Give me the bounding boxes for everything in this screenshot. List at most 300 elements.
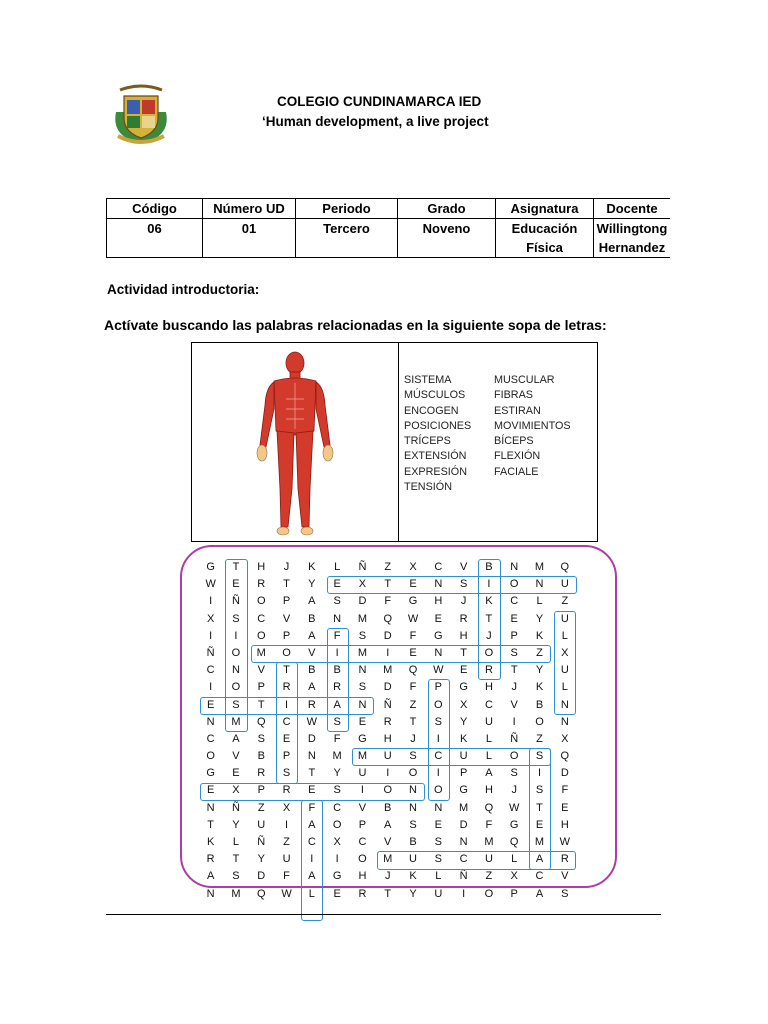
grid-letter: J xyxy=(511,681,517,694)
grid-letter: S xyxy=(232,698,240,711)
word-highlight xyxy=(276,662,298,783)
grid-letter: T xyxy=(485,612,493,625)
word-search-frame xyxy=(180,545,617,900)
grid-letter: A xyxy=(485,767,493,780)
grid-letter: N xyxy=(434,578,443,591)
grid-letter: Z xyxy=(485,870,493,883)
grid-letter: L xyxy=(485,732,492,745)
grid-letter: G xyxy=(206,561,215,573)
word-list-item: MÚSCULOS xyxy=(404,389,466,402)
grid-letter: D xyxy=(383,629,392,642)
grid-letter: M xyxy=(534,836,545,848)
grid-letter: Y xyxy=(308,578,316,591)
grid-letter: C xyxy=(206,732,215,745)
word-list-row xyxy=(404,404,571,419)
grid-letter: N xyxy=(358,698,367,711)
grid-letter: W xyxy=(559,836,570,848)
grid-letter: I xyxy=(436,767,440,780)
grid-letter: E xyxy=(232,578,240,591)
grid-letter: E xyxy=(561,801,569,814)
grid-letter: W xyxy=(509,801,520,814)
grid-letter: R xyxy=(307,698,316,711)
grid-letter: O xyxy=(282,646,291,659)
grid-letter: M xyxy=(231,887,241,900)
grid-letter: I xyxy=(310,853,314,866)
activity-title: Actividad introductoria: xyxy=(107,282,260,297)
grid-letter: I xyxy=(209,629,213,642)
header-numero-ud: Número UD xyxy=(203,199,296,219)
grid-row xyxy=(198,886,577,903)
grid-letter: I xyxy=(335,646,339,659)
grid-row xyxy=(198,593,577,610)
grid-letter: L xyxy=(232,836,239,848)
grid-row xyxy=(198,800,577,817)
grid-letter: J xyxy=(511,784,517,797)
grid-letter: Ñ xyxy=(459,870,468,883)
grid-letter: N xyxy=(560,715,569,728)
grid-row xyxy=(198,817,577,834)
grid-letter: A xyxy=(535,853,544,866)
grid-letter: Y xyxy=(459,715,468,728)
grid-letter: T xyxy=(384,578,392,591)
grid-letter: S xyxy=(232,612,240,625)
grid-letter: O xyxy=(509,578,519,591)
grid-letter: Q xyxy=(256,887,266,900)
word-list-row xyxy=(404,480,571,495)
grid-letter: Z xyxy=(561,595,569,608)
grid-letter: T xyxy=(232,561,240,573)
grid-letter: M xyxy=(459,801,469,814)
word-list-item: FACIALE xyxy=(494,465,539,478)
grid-letter: E xyxy=(358,715,367,728)
grid-letter: A xyxy=(535,887,544,900)
word-highlight xyxy=(352,748,551,766)
grid-row xyxy=(198,714,577,731)
project-title: ‘Human development, a live project xyxy=(262,114,489,129)
grid-letter: F xyxy=(561,784,569,797)
word-highlight xyxy=(327,628,349,732)
grid-letter: A xyxy=(308,681,316,694)
grid-letter: N xyxy=(434,801,443,814)
grid-letter: C xyxy=(333,801,342,814)
grid-letter: S xyxy=(358,629,367,642)
word-list-row xyxy=(404,434,571,449)
grid-letter: Q xyxy=(560,561,570,573)
grid-letter: R xyxy=(282,784,291,797)
word-list-item: MUSCULAR xyxy=(494,374,555,386)
grid-letter: D xyxy=(459,818,468,831)
grid-letter: Z xyxy=(536,732,543,745)
grid-letter: M xyxy=(383,664,393,677)
grid-letter: N xyxy=(409,801,417,814)
grid-letter: C xyxy=(434,750,443,763)
grid-letter: J xyxy=(460,595,467,608)
grid-letter: L xyxy=(561,629,568,642)
grid-letter: Ñ xyxy=(231,801,240,814)
grid-letter: O xyxy=(256,595,266,608)
word-list-item: MOVIMIENTOS xyxy=(494,419,571,432)
grid-letter: H xyxy=(484,681,493,694)
grid-letter: C xyxy=(510,595,519,608)
grid-letter: A xyxy=(384,818,392,831)
grid-letter: B xyxy=(485,561,493,573)
word-list-item: FIBRAS xyxy=(494,389,533,402)
grid-letter: I xyxy=(487,578,491,591)
grid-letter: L xyxy=(511,853,518,866)
grid-letter: T xyxy=(536,801,543,814)
grid-letter: G xyxy=(332,870,342,883)
grid-letter: V xyxy=(510,698,518,711)
grid-letter: V xyxy=(561,870,569,883)
grid-letter: N xyxy=(434,646,443,659)
grid-letter: B xyxy=(409,836,417,848)
grid-letter: M xyxy=(357,612,368,625)
cell-periodo: Tercero xyxy=(296,219,398,258)
grid-letter: Y xyxy=(232,818,240,831)
grid-letter: E xyxy=(434,612,442,625)
grid-letter: L xyxy=(334,561,341,573)
grid-letter: E xyxy=(206,784,215,797)
grid-letter: H xyxy=(383,732,392,745)
grid-letter: Z xyxy=(409,698,417,711)
header-asignatura: Asignatura xyxy=(496,199,594,219)
grid-letter: E xyxy=(232,767,240,780)
cell-docente: Willingtong Hernandez xyxy=(594,219,671,258)
grid-letter: Ñ xyxy=(510,732,519,745)
grid-letter: P xyxy=(510,887,518,900)
grid-letter: F xyxy=(409,629,417,642)
grid-letter: T xyxy=(207,818,215,831)
grid-letter: G xyxy=(358,732,367,745)
grid-letter: T xyxy=(283,664,290,677)
grid-letter: L xyxy=(308,887,315,900)
word-search-grid xyxy=(198,559,577,903)
grid-letter: Y xyxy=(535,664,544,677)
word-list-item: ESTIRAN xyxy=(494,404,541,417)
header-periodo: Periodo xyxy=(296,199,398,219)
grid-letter: M xyxy=(383,853,393,866)
grid-letter: E xyxy=(535,818,544,831)
grid-letter: X xyxy=(358,578,367,591)
grid-letter: E xyxy=(459,664,468,677)
word-list-item: POSICIONES xyxy=(404,419,472,432)
grid-letter: R xyxy=(333,681,342,694)
grid-letter: R xyxy=(257,767,266,780)
grid-letter: T xyxy=(460,646,467,659)
grid-letter: M xyxy=(357,750,368,763)
grid-letter: H xyxy=(484,784,493,797)
grid-letter: O xyxy=(332,818,342,831)
grid-letter: E xyxy=(409,646,417,659)
grid-letter: J xyxy=(486,629,492,642)
grid-letter: S xyxy=(510,767,518,780)
grid-letter: F xyxy=(333,732,341,745)
grid-letter: H xyxy=(459,629,468,642)
grid-letter: A xyxy=(206,870,215,883)
grid-letter: H xyxy=(358,870,367,883)
grid-letter: B xyxy=(257,750,265,763)
grid-letter: Y xyxy=(257,853,265,866)
grid-letter: S xyxy=(535,784,544,797)
grid-letter: C xyxy=(257,612,266,625)
grid-letter: A xyxy=(308,870,316,883)
grid-letter: U xyxy=(484,853,493,866)
grid-letter: T xyxy=(384,887,392,900)
header-grado: Grado xyxy=(398,199,496,219)
grid-letter: B xyxy=(384,801,392,814)
grid-letter: U xyxy=(560,578,569,591)
grid-letter: S xyxy=(434,853,442,866)
grid-letter: I xyxy=(234,629,238,642)
grid-letter: S xyxy=(257,732,265,745)
grid-letter: H xyxy=(434,595,443,608)
grid-letter: K xyxy=(535,629,544,642)
grid-letter: S xyxy=(358,681,367,694)
word-list-item: EXTENSIÓN xyxy=(404,450,467,463)
grid-letter: F xyxy=(308,801,316,814)
grid-letter: E xyxy=(206,698,215,711)
grid-letter: G xyxy=(408,595,418,608)
grid-letter: I xyxy=(209,681,213,694)
grid-letter: E xyxy=(333,578,341,591)
grid-letter: V xyxy=(384,836,392,848)
grid-letter: U xyxy=(484,715,493,728)
word-list xyxy=(404,373,571,495)
grid-letter: Ñ xyxy=(257,836,266,848)
grid-letter: P xyxy=(282,750,291,763)
cell-numero-ud: 01 xyxy=(203,219,296,258)
grid-letter: A xyxy=(333,698,341,711)
grid-letter: X xyxy=(409,561,417,573)
grid-letter: Y xyxy=(535,612,544,625)
grid-letter: P xyxy=(257,681,265,694)
grid-letter: V xyxy=(459,561,468,573)
grid-letter: G xyxy=(434,629,443,642)
grid-letter: W xyxy=(433,664,444,677)
grid-letter: A xyxy=(308,629,316,642)
grid-letter: T xyxy=(308,767,316,780)
footer-divider xyxy=(106,914,661,915)
grid-letter: I xyxy=(360,784,364,797)
cell-codigo: 06 xyxy=(107,219,203,258)
grid-letter: N xyxy=(459,836,468,848)
grid-letter: C xyxy=(459,853,468,866)
grid-letter: U xyxy=(257,818,266,831)
grid-letter: K xyxy=(409,870,417,883)
grid-letter: K xyxy=(459,732,468,745)
grid-letter: W xyxy=(281,887,292,900)
grid-letter: A xyxy=(232,732,240,745)
grid-letter: L xyxy=(536,595,543,608)
grid-letter: B xyxy=(308,612,316,625)
grid-letter: T xyxy=(283,578,290,591)
grid-letter: O xyxy=(434,784,443,797)
grid-letter: D xyxy=(257,870,266,883)
grid-letter: F xyxy=(485,818,493,831)
cell-asignatura: Educación Física xyxy=(496,219,594,258)
grid-letter: U xyxy=(459,750,468,763)
grid-letter: U xyxy=(560,612,569,625)
grid-letter: F xyxy=(333,629,341,642)
grid-letter: Q xyxy=(408,664,418,677)
grid-letter: S xyxy=(561,887,569,900)
grid-letter: S xyxy=(434,715,442,728)
grid-letter: X xyxy=(232,784,240,797)
grid-letter: I xyxy=(335,853,339,866)
grid-letter: R xyxy=(282,681,291,694)
grid-letter: A xyxy=(308,595,316,608)
word-highlight xyxy=(200,783,425,801)
grid-letter: Q xyxy=(484,801,494,814)
grid-letter: N xyxy=(560,698,569,711)
grid-letter: I xyxy=(436,732,440,745)
grid-letter: V xyxy=(257,664,265,677)
word-list-box xyxy=(191,342,598,542)
grid-letter: H xyxy=(560,818,569,831)
word-highlight xyxy=(377,851,576,869)
grid-letter: S xyxy=(409,818,417,831)
grid-letter: D xyxy=(383,681,392,694)
grid-letter: I xyxy=(462,887,466,900)
grid-letter: R xyxy=(358,887,367,900)
grid-letter: N xyxy=(535,578,544,591)
grid-letter: O xyxy=(358,853,367,866)
grid-row xyxy=(198,765,577,782)
grid-letter: N xyxy=(206,715,215,728)
grid-letter: R xyxy=(206,853,215,866)
grid-row xyxy=(198,611,577,628)
grid-letter: V xyxy=(282,612,291,625)
grid-letter: M xyxy=(332,750,342,763)
grid-letter: R xyxy=(459,612,468,625)
grid-letter: F xyxy=(283,870,290,883)
grid-letter: P xyxy=(510,629,518,642)
grid-letter: X xyxy=(282,801,291,814)
grid-letter: O xyxy=(484,887,494,900)
grid-letter: O xyxy=(434,698,443,711)
grid-letter: Y xyxy=(409,887,417,900)
grid-letter: L xyxy=(435,870,442,883)
grid-letter: O xyxy=(484,646,494,659)
word-list-row xyxy=(404,465,571,480)
grid-letter: I xyxy=(386,767,390,780)
grid-letter: K xyxy=(485,595,493,608)
cell-grado: Noveno xyxy=(398,219,496,258)
word-highlight xyxy=(251,645,552,663)
grid-letter: T xyxy=(257,698,265,711)
grid-letter: I xyxy=(209,595,213,608)
grid-letter: N xyxy=(307,750,316,763)
grid-letter: M xyxy=(256,646,266,659)
grid-letter: P xyxy=(282,629,291,642)
grid-letter: C xyxy=(434,561,443,573)
grid-letter: M xyxy=(534,561,545,573)
grid-letter: V xyxy=(358,801,367,814)
word-list-row xyxy=(404,373,571,388)
word-list-item: TENSIÓN xyxy=(404,481,452,494)
grid-letter: X xyxy=(510,870,518,883)
grid-letter: L xyxy=(485,750,492,763)
word-list-item: BÍCEPS xyxy=(494,435,534,448)
grid-letter: U xyxy=(434,887,443,900)
grid-letter: W xyxy=(205,578,216,591)
word-highlight xyxy=(200,697,374,715)
grid-letter: Z xyxy=(536,646,543,659)
word-list-item: ENCOGEN xyxy=(404,404,459,417)
grid-letter: W xyxy=(306,715,318,728)
grid-letter: Q xyxy=(560,750,570,763)
grid-letter: N xyxy=(206,887,215,900)
grid-letter: M xyxy=(484,836,494,848)
grid-letter: B xyxy=(308,664,316,677)
grid-letter: L xyxy=(561,681,568,694)
grid-letter: S xyxy=(459,578,468,591)
grid-letter: V xyxy=(308,646,316,659)
word-list-item: EXPRESIÓN xyxy=(404,465,467,478)
grid-letter: X xyxy=(333,836,341,848)
grid-letter: G xyxy=(509,818,519,831)
grid-letter: S xyxy=(333,715,341,728)
grid-letter: K xyxy=(308,561,316,573)
grid-letter: Q xyxy=(256,715,266,728)
grid-letter: D xyxy=(560,767,569,780)
word-list-row xyxy=(404,419,571,434)
grid-letter: N xyxy=(206,801,215,814)
school-name: COLEGIO CUNDINAMARCA IED xyxy=(277,94,482,109)
grid-letter: S xyxy=(434,836,442,848)
grid-letter: P xyxy=(459,767,468,780)
word-list-item: SISTEMA xyxy=(404,374,452,386)
info-table xyxy=(106,198,670,258)
grid-letter: E xyxy=(333,887,341,900)
grid-letter: O xyxy=(535,715,544,728)
grid-letter: U xyxy=(383,750,392,763)
grid-letter: G xyxy=(459,784,468,797)
word-list-row xyxy=(404,449,571,464)
grid-letter: Ñ xyxy=(231,595,240,608)
grid-letter: I xyxy=(386,646,390,659)
grid-letter: U xyxy=(358,767,367,780)
grid-letter: S xyxy=(409,750,417,763)
grid-letter: G xyxy=(206,767,215,780)
grid-letter: S xyxy=(333,784,341,797)
grid-letter: S xyxy=(282,767,291,780)
grid-letter: K xyxy=(535,681,544,694)
grid-letter: H xyxy=(257,561,266,573)
grid-letter: I xyxy=(537,767,542,780)
grid-letter: Ñ xyxy=(383,698,392,711)
word-highlight xyxy=(554,611,576,715)
grid-letter: Q xyxy=(383,612,392,625)
grid-letter: F xyxy=(409,681,417,694)
grid-letter: N xyxy=(409,784,417,797)
school-crest-logo xyxy=(110,82,172,146)
word-list-row xyxy=(404,388,571,403)
grid-letter: J xyxy=(283,561,290,573)
grid-letter: R xyxy=(383,715,392,728)
word-list-item: FLEXIÓN xyxy=(494,450,541,463)
word-list-item: TRÍCEPS xyxy=(404,435,451,448)
grid-letter: P xyxy=(434,681,442,694)
word-highlight xyxy=(327,576,577,594)
grid-letter: N xyxy=(510,561,519,573)
grid-letter: O xyxy=(231,646,241,659)
grid-letter: Z xyxy=(257,801,265,814)
grid-letter: D xyxy=(358,595,367,608)
grid-letter: N xyxy=(231,664,240,677)
grid-letter: R xyxy=(257,578,266,591)
grid-row xyxy=(198,559,577,576)
